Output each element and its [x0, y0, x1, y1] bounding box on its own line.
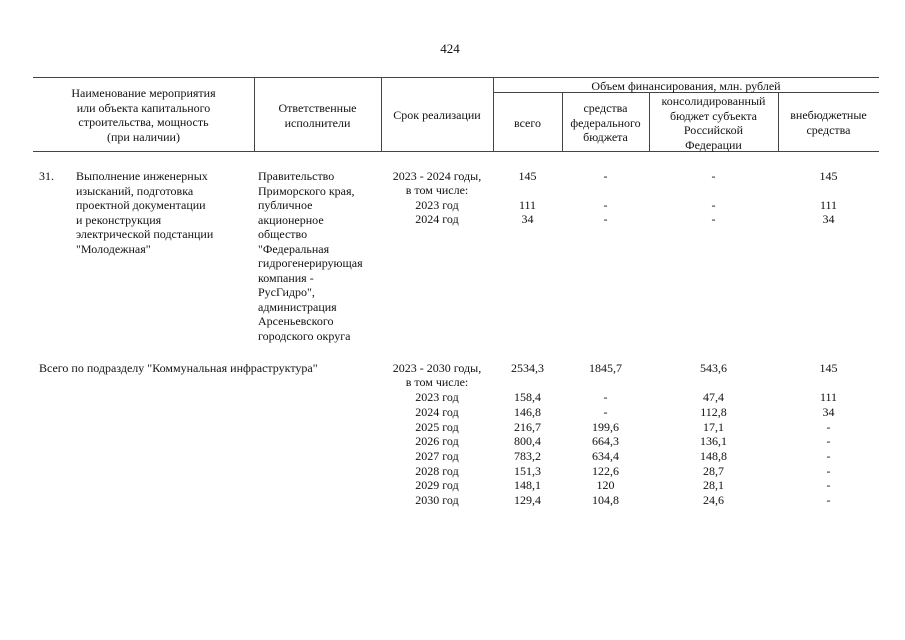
- total-cell: 800,4: [514, 434, 541, 448]
- extra-cell: -: [826, 434, 831, 448]
- header-name: Наименование мероприятия или объекта капитального строительства, мощность (при наличии): [71, 86, 216, 144]
- total-cell: 783,2: [514, 449, 541, 463]
- header-term: Срок реализации: [393, 108, 481, 122]
- header-financing: Объем финансирования, млн. рублей: [591, 79, 781, 93]
- page-number: 424: [440, 41, 460, 56]
- extra-cell: 111: [819, 198, 838, 212]
- term-cell: 2023 - 2030 годы,: [392, 361, 482, 375]
- item-responsible: Правительство Приморского края, публичное акционерное общество "Федеральная гидрогенерирующая компания - РусГидро", администрация Арсеньевского городского округа: [258, 169, 363, 343]
- term-cell: 2023 - 2024 годы,: [392, 169, 482, 183]
- term-cell: 2028 год: [415, 464, 459, 478]
- federal-cell: 634,4: [592, 449, 619, 463]
- consolidated-cell: 47,4: [703, 390, 724, 404]
- header-responsible: Ответственные исполнители: [278, 101, 357, 130]
- federal-cell: -: [603, 212, 608, 226]
- consolidated-cell: 136,1: [700, 434, 727, 448]
- term-cell: 2024 год: [415, 212, 459, 226]
- term-cell: 2025 год: [415, 420, 459, 434]
- total-cell: 146,8: [514, 405, 541, 419]
- consolidated-cell: 28,1: [703, 478, 724, 492]
- total-cell: 148,1: [514, 478, 541, 492]
- term-cell: 2026 год: [415, 434, 459, 448]
- federal-cell: 664,3: [592, 434, 619, 448]
- federal-cell: -: [603, 390, 608, 404]
- extra-cell: 145: [819, 361, 838, 375]
- extra-cell: -: [826, 420, 831, 434]
- consolidated-cell: 543,6: [700, 361, 727, 375]
- federal-cell: 120: [596, 478, 615, 492]
- term-cell: 2023 год: [415, 198, 459, 212]
- federal-cell: -: [603, 198, 608, 212]
- header-extrabudget: внебюджетные средства: [790, 108, 867, 137]
- total-cell: 158,4: [514, 390, 541, 404]
- federal-cell: 122,6: [592, 464, 619, 478]
- extra-cell: -: [826, 449, 831, 463]
- consolidated-cell: -: [711, 198, 716, 212]
- term-cell: в том числе:: [405, 375, 469, 389]
- total-cell: 34: [521, 212, 534, 226]
- consolidated-cell: 17,1: [703, 420, 724, 434]
- consolidated-cell: 148,8: [700, 449, 727, 463]
- extra-cell: 34: [822, 212, 835, 226]
- header-consolidated: консолидированный бюджет субъекта Российской Федерации: [661, 94, 766, 152]
- extra-cell: -: [826, 493, 831, 507]
- extra-cell: -: [826, 478, 831, 492]
- consolidated-cell: 112,8: [700, 405, 727, 419]
- item-name: Выполнение инженерных изысканий, подготовка проектной документации и реконструкция электрической подстанции "Молодежная": [76, 169, 214, 256]
- subtotal-label: Всего по подразделу "Коммунальная инфраструктура": [39, 361, 318, 375]
- term-cell: 2030 год: [415, 493, 459, 507]
- consolidated-cell: -: [711, 212, 716, 226]
- total-cell: 145: [518, 169, 537, 183]
- extra-cell: 111: [819, 390, 838, 404]
- consolidated-cell: -: [711, 169, 716, 183]
- federal-cell: 1845,7: [589, 361, 622, 375]
- federal-cell: -: [603, 405, 608, 419]
- federal-cell: 199,6: [592, 420, 619, 434]
- term-cell: 2024 год: [415, 405, 459, 419]
- extra-cell: 34: [822, 405, 835, 419]
- total-cell: 216,7: [514, 420, 541, 434]
- extra-cell: 145: [819, 169, 838, 183]
- term-cell: 2027 год: [415, 449, 459, 463]
- total-cell: 111: [518, 198, 537, 212]
- table-top-border: [33, 77, 879, 78]
- federal-cell: 104,8: [592, 493, 619, 507]
- extra-cell: -: [826, 464, 831, 478]
- item-number: 31.: [39, 169, 54, 183]
- total-cell: 151,3: [514, 464, 541, 478]
- term-cell: 2023 год: [415, 390, 459, 404]
- total-cell: 129,4: [514, 493, 541, 507]
- header-federal: средства федерального бюджета: [570, 101, 641, 144]
- federal-cell: -: [603, 169, 608, 183]
- consolidated-cell: 24,6: [703, 493, 724, 507]
- term-cell: 2029 год: [415, 478, 459, 492]
- header-total: всего: [513, 116, 542, 130]
- consolidated-cell: 28,7: [703, 464, 724, 478]
- term-cell: в том числе:: [405, 183, 469, 197]
- total-cell: 2534,3: [511, 361, 544, 375]
